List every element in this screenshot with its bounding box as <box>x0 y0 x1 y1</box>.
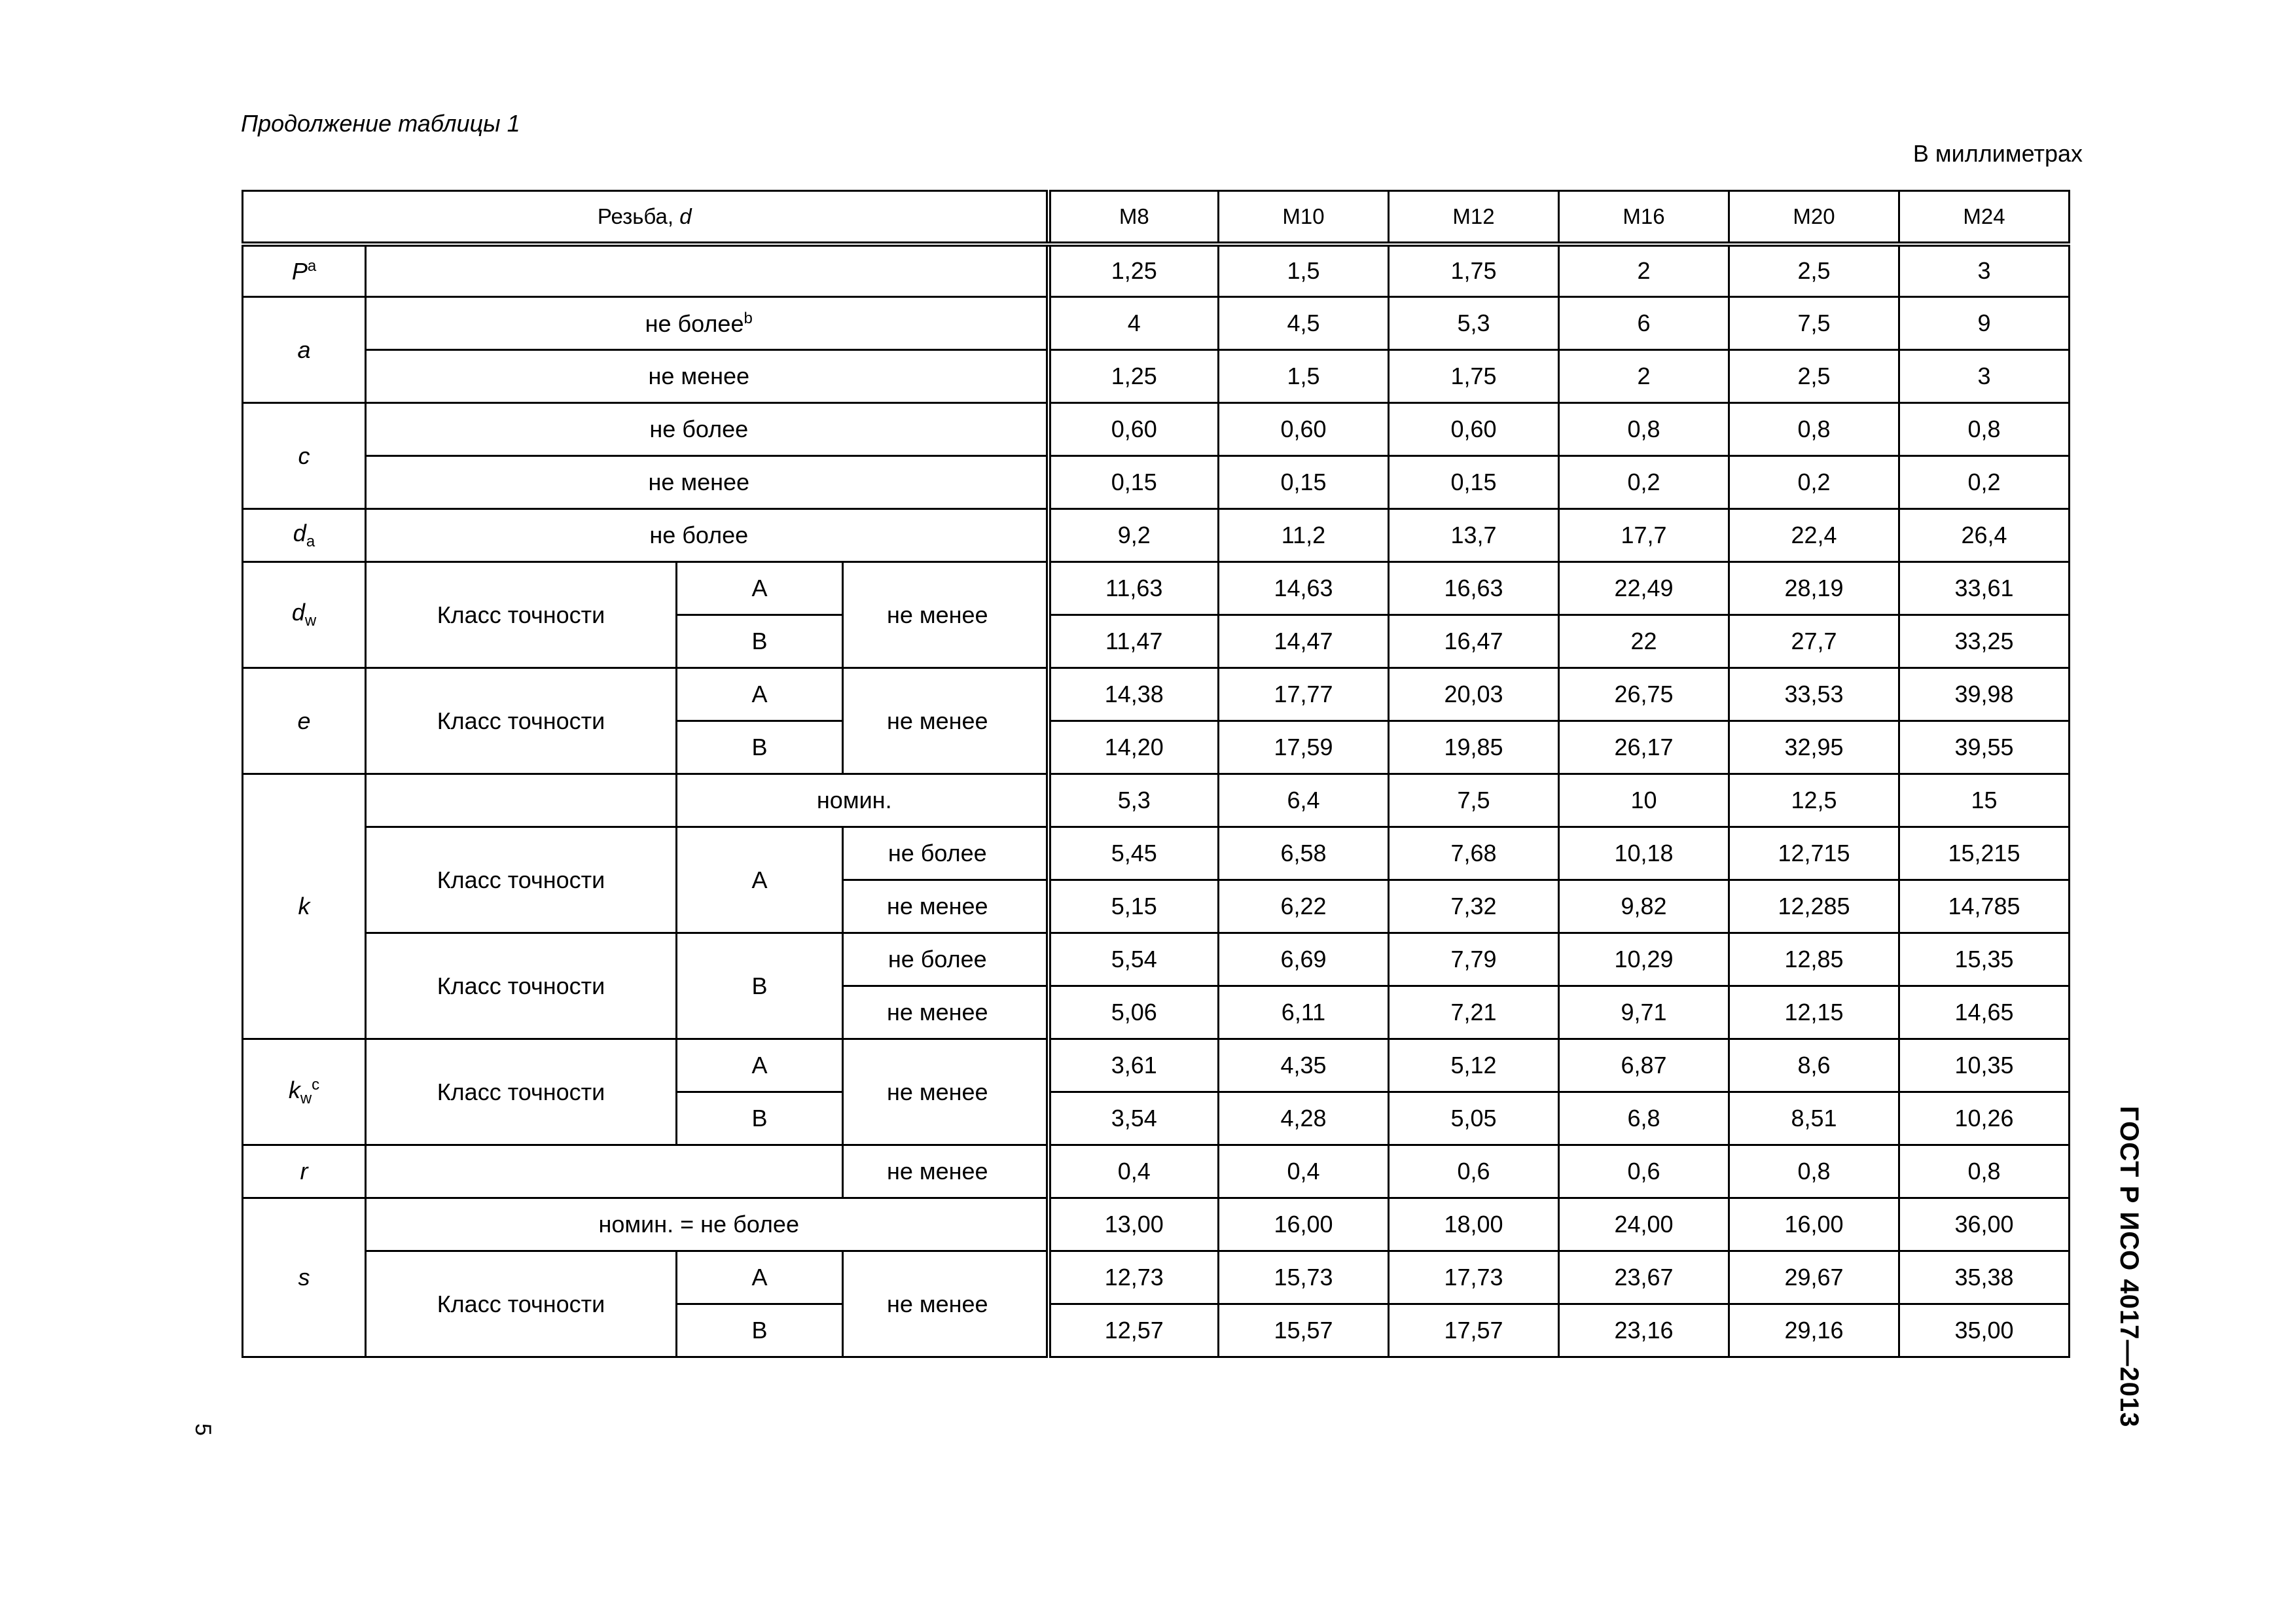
value-cell: 36,00 <box>1899 1198 2070 1251</box>
value-cell: 6,11 <box>1219 986 1389 1039</box>
footnote-mark: c <box>312 1075 320 1094</box>
size-header: M16 <box>1559 191 1729 244</box>
thread-symbol: d <box>679 204 692 228</box>
value-cell: 0,2 <box>1559 456 1729 509</box>
value-cell: 0,6 <box>1559 1145 1729 1198</box>
value-cell: 19,85 <box>1389 721 1559 774</box>
value-cell: 3 <box>1899 350 2070 403</box>
value-cell: 0,8 <box>1899 403 2070 456</box>
value-cell: 9 <box>1899 297 2070 350</box>
limit-label: не менее <box>843 1039 1049 1145</box>
grade-b: B <box>677 933 843 1039</box>
value-cell: 3 <box>1899 244 2070 297</box>
value-cell: 6 <box>1559 297 1729 350</box>
value-cell: 14,20 <box>1049 721 1219 774</box>
value-cell: 14,38 <box>1049 668 1219 721</box>
value-cell: 17,77 <box>1219 668 1389 721</box>
value-cell: 4,5 <box>1219 297 1389 350</box>
param-subscript: a <box>306 533 315 551</box>
row-k-a-max <box>243 827 2070 880</box>
limit-text: не более <box>645 310 744 337</box>
footnote-mark: b <box>744 309 753 327</box>
value-cell: 5,06 <box>1049 986 1219 1039</box>
limit-label: не более <box>366 403 1049 456</box>
empty-cell <box>366 1145 843 1198</box>
value-cell: 0,15 <box>1219 456 1389 509</box>
limit-label <box>366 297 1049 350</box>
value-cell: 0,4 <box>1219 1145 1389 1198</box>
class-label: Класс точности <box>366 1039 677 1145</box>
row-k-b-max <box>243 933 2070 986</box>
value-cell: 0,2 <box>1729 456 1899 509</box>
value-cell: 18,00 <box>1389 1198 1559 1251</box>
thread-label: Резьба, <box>597 204 680 228</box>
row-c-min <box>243 456 2070 509</box>
value-cell: 17,59 <box>1219 721 1389 774</box>
value-cell: 15 <box>1899 774 2070 827</box>
value-cell: 39,98 <box>1899 668 2070 721</box>
param-k: k <box>243 774 366 1039</box>
class-label: Класс точности <box>366 827 677 933</box>
value-cell: 4 <box>1049 297 1219 350</box>
value-cell: 7,68 <box>1389 827 1559 880</box>
value-cell: 10 <box>1559 774 1729 827</box>
size-header: M12 <box>1389 191 1559 244</box>
limit-label: не более <box>843 827 1049 880</box>
value-cell: 8,6 <box>1729 1039 1899 1092</box>
param-symbol: P <box>291 257 308 285</box>
param-s: s <box>243 1198 366 1357</box>
class-label: Класс точности <box>366 562 677 668</box>
value-cell: 6,87 <box>1559 1039 1729 1092</box>
value-cell: 4,35 <box>1219 1039 1389 1092</box>
limit-label: не менее <box>843 1145 1049 1198</box>
value-cell: 6,8 <box>1559 1092 1729 1145</box>
value-cell: 1,75 <box>1389 350 1559 403</box>
value-cell: 11,47 <box>1049 615 1219 668</box>
row-p <box>243 244 2070 297</box>
value-cell: 22 <box>1559 615 1729 668</box>
value-cell: 16,00 <box>1729 1198 1899 1251</box>
grade-b: B <box>677 1304 843 1357</box>
value-cell: 4,28 <box>1219 1092 1389 1145</box>
value-cell: 11,2 <box>1219 509 1389 562</box>
footnote-mark: a <box>307 257 317 275</box>
value-cell: 0,8 <box>1559 403 1729 456</box>
value-cell: 26,75 <box>1559 668 1729 721</box>
value-cell: 5,45 <box>1049 827 1219 880</box>
value-cell: 1,25 <box>1049 350 1219 403</box>
param-da <box>243 509 366 562</box>
value-cell: 8,51 <box>1729 1092 1899 1145</box>
dimensions-table <box>242 190 2070 1358</box>
value-cell: 9,2 <box>1049 509 1219 562</box>
value-cell: 12,73 <box>1049 1251 1219 1304</box>
value-cell: 17,57 <box>1389 1304 1559 1357</box>
row-r <box>243 1145 2070 1198</box>
limit-label: не менее <box>366 456 1049 509</box>
size-header: M8 <box>1049 191 1219 244</box>
row-s-nom <box>243 1198 2070 1251</box>
value-cell: 10,26 <box>1899 1092 2070 1145</box>
value-cell: 17,73 <box>1389 1251 1559 1304</box>
value-cell: 5,05 <box>1389 1092 1559 1145</box>
value-cell: 2,5 <box>1729 350 1899 403</box>
header-row <box>243 191 2070 244</box>
param-subscript: w <box>304 612 317 630</box>
value-cell: 7,5 <box>1389 774 1559 827</box>
param-dw <box>243 562 366 668</box>
grade-a: A <box>677 668 843 721</box>
size-header: M24 <box>1899 191 2070 244</box>
standard-title: ГОСТ Р ИСО 4017—2013 <box>2115 1106 2144 1428</box>
value-cell: 14,65 <box>1899 986 2070 1039</box>
value-cell: 16,00 <box>1219 1198 1389 1251</box>
value-cell: 5,3 <box>1049 774 1219 827</box>
param-subscript: w <box>300 1090 312 1108</box>
value-cell: 0,60 <box>1049 403 1219 456</box>
value-cell: 23,16 <box>1559 1304 1729 1357</box>
value-cell: 15,57 <box>1219 1304 1389 1357</box>
value-cell: 0,60 <box>1389 403 1559 456</box>
value-cell: 1,5 <box>1219 350 1389 403</box>
value-cell: 9,82 <box>1559 880 1729 933</box>
value-cell: 0,8 <box>1729 1145 1899 1198</box>
value-cell: 29,67 <box>1729 1251 1899 1304</box>
value-cell: 0,4 <box>1049 1145 1219 1198</box>
limit-label: не более <box>366 509 1049 562</box>
value-cell: 24,00 <box>1559 1198 1729 1251</box>
value-cell: 7,5 <box>1729 297 1899 350</box>
value-cell: 6,22 <box>1219 880 1389 933</box>
value-cell: 27,7 <box>1729 615 1899 668</box>
value-cell: 12,15 <box>1729 986 1899 1039</box>
value-cell: 5,3 <box>1389 297 1559 350</box>
value-cell: 32,95 <box>1729 721 1899 774</box>
limit-label: не менее <box>843 1251 1049 1357</box>
value-cell: 6,69 <box>1219 933 1389 986</box>
value-cell: 22,4 <box>1729 509 1899 562</box>
value-cell: 7,21 <box>1389 986 1559 1039</box>
units-note: В миллиметрах <box>1912 140 2083 167</box>
grade-a: A <box>677 1251 843 1304</box>
limit-label: не менее <box>843 668 1049 774</box>
value-cell: 0,6 <box>1389 1145 1559 1198</box>
param-e: e <box>243 668 366 774</box>
value-cell: 11,63 <box>1049 562 1219 615</box>
value-cell: 12,715 <box>1729 827 1899 880</box>
value-cell: 0,2 <box>1899 456 2070 509</box>
limit-label: не менее <box>843 880 1049 933</box>
size-header: M20 <box>1729 191 1899 244</box>
value-cell: 26,17 <box>1559 721 1729 774</box>
grade-b: B <box>677 1092 843 1145</box>
empty-cell <box>366 774 677 827</box>
limit-label: не более <box>843 933 1049 986</box>
value-cell: 0,8 <box>1729 403 1899 456</box>
value-cell: 2,5 <box>1729 244 1899 297</box>
param-symbol: d <box>293 519 306 546</box>
value-cell: 33,53 <box>1729 668 1899 721</box>
value-cell: 10,35 <box>1899 1039 2070 1092</box>
value-cell: 1,5 <box>1219 244 1389 297</box>
value-cell: 5,12 <box>1389 1039 1559 1092</box>
value-cell: 33,61 <box>1899 562 2070 615</box>
value-cell: 15,73 <box>1219 1251 1389 1304</box>
value-cell: 3,54 <box>1049 1092 1219 1145</box>
table-caption: Продолжение таблицы 1 <box>241 110 520 137</box>
value-cell: 35,00 <box>1899 1304 2070 1357</box>
value-cell: 2 <box>1559 244 1729 297</box>
value-cell: 6,58 <box>1219 827 1389 880</box>
value-cell: 29,16 <box>1729 1304 1899 1357</box>
class-label: Класс точности <box>366 1251 677 1357</box>
value-cell: 17,7 <box>1559 509 1729 562</box>
param-p <box>243 244 366 297</box>
value-cell: 12,85 <box>1729 933 1899 986</box>
empty-cell <box>366 244 1049 297</box>
value-cell: 9,71 <box>1559 986 1729 1039</box>
grade-a: A <box>677 827 843 933</box>
value-cell: 13,7 <box>1389 509 1559 562</box>
row-kw-a <box>243 1039 2070 1092</box>
value-cell: 7,32 <box>1389 880 1559 933</box>
value-cell: 6,4 <box>1219 774 1389 827</box>
param-kw <box>243 1039 366 1145</box>
value-cell: 13,00 <box>1049 1198 1219 1251</box>
grade-b: B <box>677 615 843 668</box>
param-symbol: k <box>288 1076 300 1103</box>
value-cell: 1,75 <box>1389 244 1559 297</box>
class-label: Класс точности <box>366 933 677 1039</box>
value-cell: 1,25 <box>1049 244 1219 297</box>
row-c-max <box>243 403 2070 456</box>
value-cell: 15,35 <box>1899 933 2070 986</box>
value-cell: 2 <box>1559 350 1729 403</box>
value-cell: 12,5 <box>1729 774 1899 827</box>
value-cell: 12,285 <box>1729 880 1899 933</box>
value-cell: 10,29 <box>1559 933 1729 986</box>
value-cell: 14,47 <box>1219 615 1389 668</box>
param-c: c <box>243 403 366 509</box>
value-cell: 16,47 <box>1389 615 1559 668</box>
grade-a: A <box>677 1039 843 1092</box>
param-a: a <box>243 297 366 403</box>
limit-label: не менее <box>366 350 1049 403</box>
param-symbol: d <box>291 599 305 626</box>
grade-b: B <box>677 721 843 774</box>
limit-label: не менее <box>843 562 1049 668</box>
value-cell: 39,55 <box>1899 721 2070 774</box>
value-cell: 10,18 <box>1559 827 1729 880</box>
limit-label: номин. <box>677 774 1049 827</box>
value-cell: 0,15 <box>1389 456 1559 509</box>
value-cell: 0,60 <box>1219 403 1389 456</box>
row-da <box>243 509 2070 562</box>
value-cell: 0,15 <box>1049 456 1219 509</box>
row-s-a <box>243 1251 2070 1304</box>
value-cell: 35,38 <box>1899 1251 2070 1304</box>
value-cell: 23,67 <box>1559 1251 1729 1304</box>
value-cell: 7,79 <box>1389 933 1559 986</box>
value-cell: 15,215 <box>1899 827 2070 880</box>
size-header: M10 <box>1219 191 1389 244</box>
value-cell: 33,25 <box>1899 615 2070 668</box>
limit-label: не менее <box>843 986 1049 1039</box>
value-cell: 0,8 <box>1899 1145 2070 1198</box>
value-cell: 5,54 <box>1049 933 1219 986</box>
value-cell: 14,63 <box>1219 562 1389 615</box>
value-cell: 28,19 <box>1729 562 1899 615</box>
class-label: Класс точности <box>366 668 677 774</box>
limit-label: номин. = не более <box>366 1198 1049 1251</box>
row-k-nom <box>243 774 2070 827</box>
row-dw-a <box>243 562 2070 615</box>
value-cell: 12,57 <box>1049 1304 1219 1357</box>
value-cell: 14,785 <box>1899 880 2070 933</box>
value-cell: 3,61 <box>1049 1039 1219 1092</box>
value-cell: 16,63 <box>1389 562 1559 615</box>
param-r: r <box>243 1145 366 1198</box>
row-a-min <box>243 350 2070 403</box>
page-number: 5 <box>190 1423 215 1436</box>
row-e-a <box>243 668 2070 721</box>
thread-header-cell <box>243 191 1049 244</box>
value-cell: 20,03 <box>1389 668 1559 721</box>
grade-a: A <box>677 562 843 615</box>
value-cell: 26,4 <box>1899 509 2070 562</box>
value-cell: 22,49 <box>1559 562 1729 615</box>
value-cell: 5,15 <box>1049 880 1219 933</box>
row-a-max <box>243 297 2070 350</box>
